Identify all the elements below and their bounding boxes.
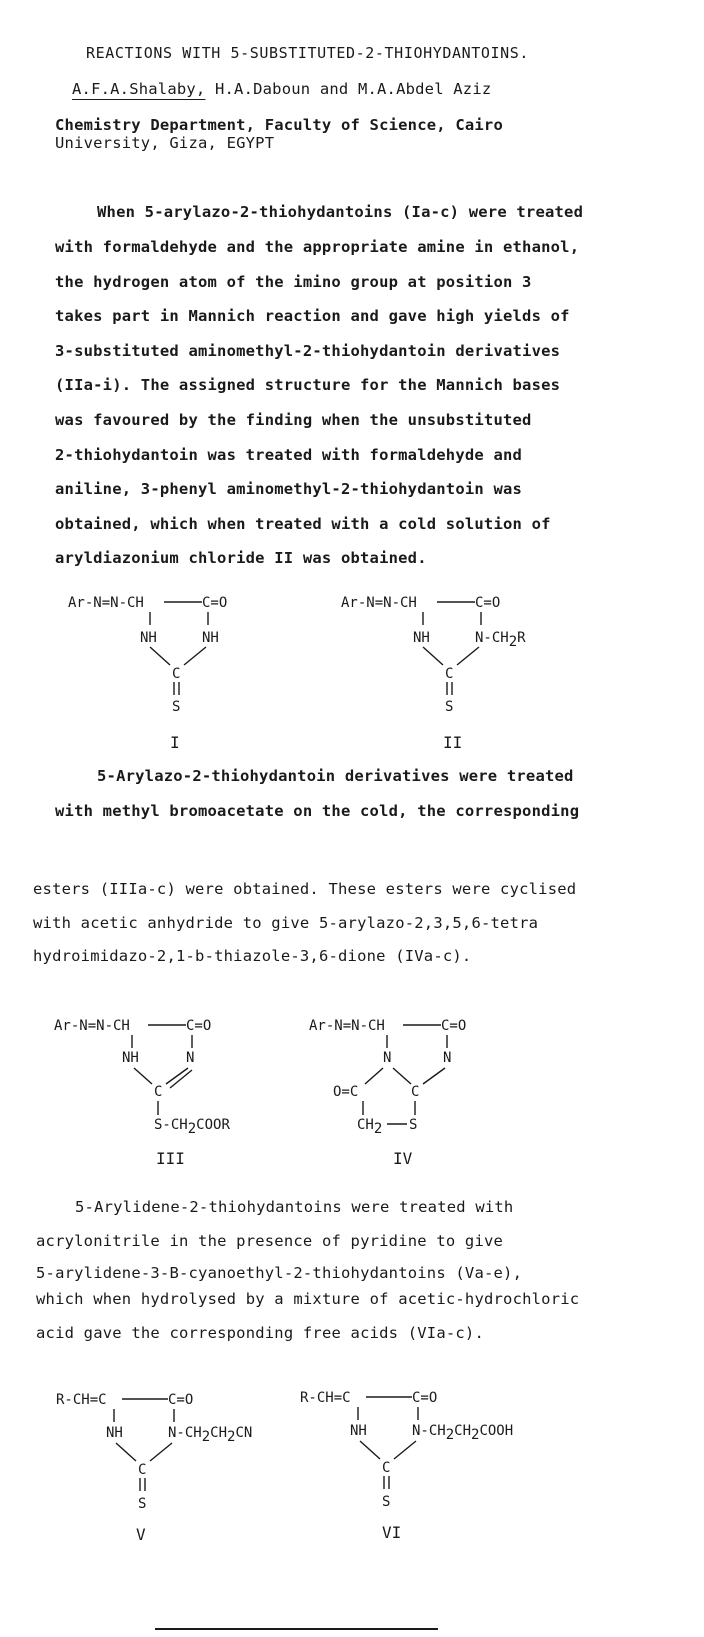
structure-text: CH (454, 1423, 472, 1439)
structure-text: Ar-N=N-CH (341, 595, 417, 611)
first-author: A.F.A.Shalaby, (72, 80, 206, 98)
structure-text: N (383, 1050, 392, 1066)
structure-label: IV (393, 1149, 413, 1168)
other-authors: H.A.Daboun and M.A.Abdel Aziz (205, 80, 492, 98)
structure-text: Ar-N=N-CH (68, 595, 144, 611)
structure-text: N-CH (412, 1423, 446, 1439)
paragraph1-line: obtained, which when treated with a cold solution of (55, 515, 551, 533)
structure-text: S (382, 1494, 391, 1510)
structure-label: VI (382, 1523, 402, 1542)
structure-text: Ar-N=N-CH (309, 1018, 385, 1034)
paragraph1-line: with formaldehyde and the appropriate amine in ethanol, (55, 238, 580, 256)
affiliation-line-2: University, Giza, EGYPT (55, 134, 275, 152)
structure-text: C=O (186, 1018, 212, 1034)
structure-text: C (411, 1084, 420, 1100)
structure-label: V (136, 1525, 146, 1544)
structure-text: R-CH=C (56, 1392, 107, 1408)
structure-text: N (186, 1050, 195, 1066)
structure-text: C (172, 666, 181, 682)
structure-text: R-CH=C (300, 1390, 351, 1406)
bottom-rule (155, 1628, 438, 1630)
structure-text: C=O (475, 595, 501, 611)
structure-subscript: 2 (508, 634, 518, 650)
ring-bond (116, 1443, 136, 1461)
paragraph1-line: 2-thiohydantoin was treated with formaldehyde and (55, 446, 523, 464)
ring-bond (393, 1068, 411, 1084)
paragraph4-line: acrylonitrile in the presence of pyridine to give (36, 1232, 504, 1250)
structure-text: C (382, 1460, 391, 1476)
structure-text: S (445, 699, 454, 715)
ring-bond (365, 1068, 383, 1084)
ring-bond (134, 1068, 152, 1084)
paragraph1-line: the hydrogen atom of the imino group at position 3 (55, 273, 532, 291)
structure-text: N-CH (475, 630, 509, 646)
structure-text: N-CH (168, 1425, 202, 1441)
ring-bond (150, 1443, 172, 1461)
structure-subscript: 2 (187, 1121, 197, 1137)
structure-text: CH (210, 1425, 228, 1441)
structure-text: COOR (196, 1117, 230, 1133)
ring-bond (423, 1068, 445, 1084)
structure-text: C=O (168, 1392, 194, 1408)
structure-II (333, 585, 573, 764)
structure-text: NH (122, 1050, 139, 1066)
ring-bond (394, 1441, 416, 1459)
paragraph4-line: 5-Arylidene-2-thiohydantoins were treated with (75, 1198, 514, 1216)
structure-label: II (443, 733, 463, 752)
structure-text: NH (350, 1423, 367, 1439)
paragraph1-line: was favoured by the finding when the unsubstituted (55, 411, 532, 429)
paragraph4-line: acid gave the corresponding free acids (VIa-c). (36, 1324, 484, 1342)
structure-text: C=O (202, 595, 228, 611)
paragraph2-line: with methyl bromoacetate on the cold, the corresponding (55, 802, 580, 820)
structure-text: O=C (333, 1084, 359, 1100)
ring-bond (360, 1441, 380, 1459)
structure-text (357, 1117, 382, 1137)
paragraph3-line: with acetic anhydride to give 5-arylazo-2,3,5,6-tetra (33, 914, 539, 932)
structure-text (412, 1423, 513, 1443)
structure-III (48, 1008, 278, 1182)
structure-text: NH (413, 630, 430, 646)
paragraph4-line: 5-arylidene-3-B-cyanoethyl-2-thiohydantoins (Va-e), (36, 1264, 523, 1282)
paragraph3-line: hydroimidazo-2,1-b-thiazole-3,6-dione (IVa-c). (33, 947, 472, 965)
structure-text: CH (357, 1117, 374, 1133)
structure-subscript: 2 (227, 1429, 236, 1445)
paragraph1-line: takes part in Mannich reaction and gave high yields of (55, 307, 570, 325)
structure-text (168, 1425, 252, 1445)
author-list (72, 80, 491, 98)
paper-title: REACTIONS WITH 5-SUBSTITUTED-2-THIOHYDANTOINS. (86, 44, 530, 62)
structure-text: S (138, 1496, 147, 1512)
ring-bond (184, 647, 206, 665)
structure-text (154, 1117, 230, 1137)
structure-text: C (154, 1084, 163, 1100)
affiliation-line-1: Chemistry Department, Faculty of Science, Cairo (55, 116, 503, 134)
structure-text: C=O (412, 1390, 438, 1406)
structure-text: R (517, 630, 526, 646)
structure-text: S (409, 1117, 418, 1133)
structure-text: S (172, 699, 181, 715)
ring-bond (423, 647, 443, 665)
structure-V (52, 1382, 292, 1551)
structure-I (60, 585, 280, 764)
paragraph1-line: 3-substituted aminomethyl-2-thiohydantoin derivatives (55, 342, 561, 360)
paragraph1-line: aniline, 3-phenyl aminomethyl-2-thiohydantoin was (55, 480, 523, 498)
ring-bond (457, 647, 479, 665)
structure-text: CN (235, 1425, 253, 1441)
structure-subscript: 2 (201, 1429, 211, 1445)
paragraph2-line: 5-Arylazo-2-thiohydantoin derivatives were treated (97, 767, 574, 785)
structure-label: III (156, 1149, 185, 1168)
paragraph1-line: When 5-arylazo-2-thiohydantoins (Ia-c) were treated (97, 203, 584, 221)
structure-text: N (443, 1050, 452, 1066)
structure-text: C=O (441, 1018, 467, 1034)
structure-subscript: 2 (373, 1121, 383, 1137)
structure-text: Ar-N=N-CH (54, 1018, 130, 1034)
structure-text (475, 630, 526, 650)
paragraph1-line: (IIa-i). The assigned structure for the Mannich bases (55, 376, 561, 394)
structure-text: C (445, 666, 454, 682)
structure-VI (296, 1380, 556, 1549)
structure-text: NH (140, 630, 157, 646)
structure-IV (303, 1008, 533, 1182)
structure-text: S-CH (154, 1117, 188, 1133)
structure-text: COOH (479, 1423, 514, 1439)
structure-text: C (138, 1462, 147, 1478)
structure-subscript: 2 (471, 1427, 480, 1443)
structure-subscript: 2 (445, 1427, 455, 1443)
paragraph4-line: which when hydrolysed by a mixture of acetic-hydrochloric (36, 1290, 580, 1308)
structure-text: NH (106, 1425, 123, 1441)
structure-label: I (170, 733, 180, 752)
structure-text: NH (202, 630, 219, 646)
paragraph1-line: aryldiazonium chloride II was obtained. (55, 549, 427, 567)
ring-bond (150, 647, 170, 665)
paragraph3-line: esters (IIIa-c) were obtained. These esters were cyclised (33, 880, 577, 898)
